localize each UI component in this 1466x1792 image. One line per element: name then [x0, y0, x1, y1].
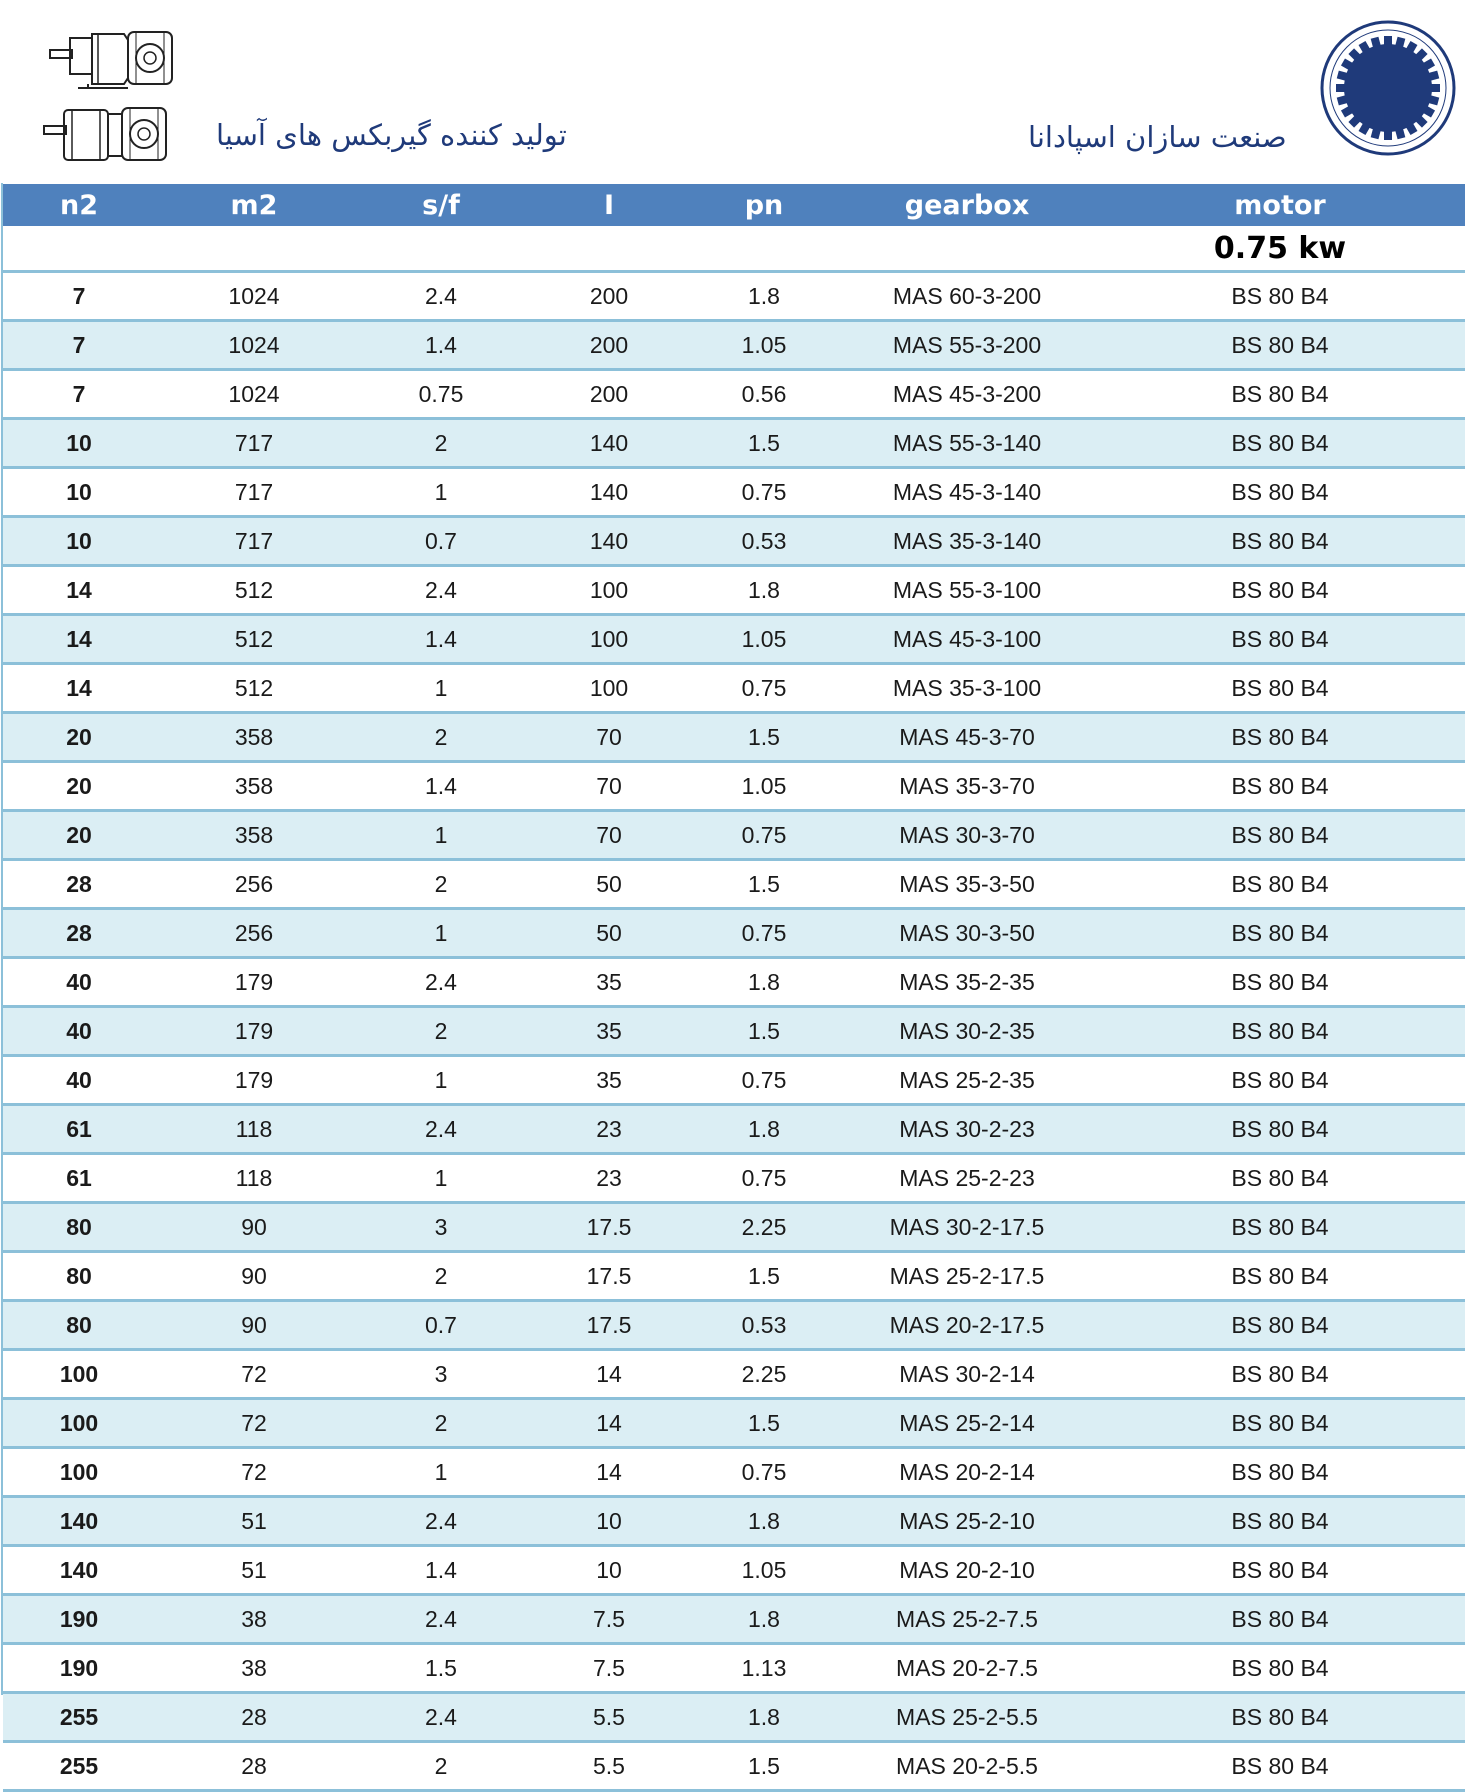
table-row [3, 566, 1465, 615]
cell-n2: 140 [3, 1546, 155, 1595]
cell-m2: 717 [155, 468, 353, 517]
cell-ratio: 14 [529, 1350, 689, 1399]
cell-service-factor: 0.75 [353, 370, 529, 419]
table-row [3, 1056, 1465, 1105]
cell-service-factor: 2.4 [353, 566, 529, 615]
cell-motor: BS 80 B4 [1095, 566, 1465, 615]
table-row [3, 1252, 1465, 1301]
cell-gearbox: MAS 25-2-23 [839, 1154, 1095, 1203]
cell-gearbox: MAS 20-2-17.5 [839, 1301, 1095, 1350]
cell-pn: 0.75 [689, 664, 839, 713]
cell-gearbox: MAS 30-2-23 [839, 1105, 1095, 1154]
cell-motor: BS 80 B4 [1095, 811, 1465, 860]
cell-service-factor: 0.7 [353, 1301, 529, 1350]
table-row [3, 958, 1465, 1007]
cell-ratio: 70 [529, 762, 689, 811]
cell-pn: 2.25 [689, 1203, 839, 1252]
cell-gearbox: MAS 25-2-5.5 [839, 1693, 1095, 1742]
cell-n2: 100 [3, 1350, 155, 1399]
cell-n2: 255 [3, 1693, 155, 1742]
cell-pn: 1.05 [689, 615, 839, 664]
cell-pn: 1.5 [689, 1742, 839, 1791]
cell-n2: 10 [3, 517, 155, 566]
cell-ratio: 5.5 [529, 1742, 689, 1791]
cell-pn: 1.8 [689, 1693, 839, 1742]
column-header-m2: m2 [155, 184, 353, 226]
cell-ratio: 23 [529, 1154, 689, 1203]
cell-n2: 14 [3, 566, 155, 615]
column-header-n2: n2 [3, 184, 155, 226]
cell-ratio: 7.5 [529, 1644, 689, 1693]
table-row [3, 1546, 1465, 1595]
cell-pn: 1.05 [689, 762, 839, 811]
cell-pn: 0.75 [689, 1056, 839, 1105]
cell-n2: 20 [3, 762, 155, 811]
cell-gearbox: MAS 45-3-200 [839, 370, 1095, 419]
cell-m2: 28 [155, 1693, 353, 1742]
cell-service-factor: 2 [353, 419, 529, 468]
cell-service-factor: 1.4 [353, 1546, 529, 1595]
cell-ratio: 200 [529, 370, 689, 419]
cell-m2: 717 [155, 517, 353, 566]
cell-ratio: 140 [529, 468, 689, 517]
cell-gearbox: MAS 25-2-14 [839, 1399, 1095, 1448]
cell-motor: BS 80 B4 [1095, 909, 1465, 958]
cell-m2: 51 [155, 1546, 353, 1595]
cell-m2: 1024 [155, 272, 353, 321]
cell-ratio: 140 [529, 517, 689, 566]
cell-motor: BS 80 B4 [1095, 1644, 1465, 1693]
cell-n2: 80 [3, 1252, 155, 1301]
table-row [3, 1007, 1465, 1056]
cell-m2: 72 [155, 1448, 353, 1497]
cell-pn: 0.56 [689, 370, 839, 419]
cell-motor: BS 80 B4 [1095, 1546, 1465, 1595]
cell-motor: BS 80 B4 [1095, 1105, 1465, 1154]
cell-gearbox: MAS 30-3-70 [839, 811, 1095, 860]
column-header-gearbox: gearbox [839, 184, 1095, 226]
cell-service-factor: 2.4 [353, 1693, 529, 1742]
cell-gearbox: MAS 30-2-17.5 [839, 1203, 1095, 1252]
cell-motor: BS 80 B4 [1095, 517, 1465, 566]
cell-service-factor: 1.4 [353, 321, 529, 370]
table-row [3, 321, 1465, 370]
cell-motor: BS 80 B4 [1095, 272, 1465, 321]
column-header-service-factor: s/f [353, 184, 529, 226]
cell-m2: 51 [155, 1497, 353, 1546]
cell-ratio: 140 [529, 419, 689, 468]
motor-power-label: 0.75 kw [1095, 226, 1465, 272]
cell-m2: 90 [155, 1203, 353, 1252]
table-row [3, 713, 1465, 762]
cell-m2: 90 [155, 1301, 353, 1350]
cell-service-factor: 2 [353, 860, 529, 909]
cell-pn: 1.8 [689, 1105, 839, 1154]
cell-pn: 1.8 [689, 1497, 839, 1546]
cell-m2: 72 [155, 1399, 353, 1448]
cell-motor: BS 80 B4 [1095, 1252, 1465, 1301]
cell-gearbox: MAS 20-2-14 [839, 1448, 1095, 1497]
cell-ratio: 50 [529, 909, 689, 958]
cell-pn: 0.75 [689, 811, 839, 860]
table-row [3, 419, 1465, 468]
cell-gearbox: MAS 20-2-5.5 [839, 1742, 1095, 1791]
cell-n2: 20 [3, 811, 155, 860]
cell-gearbox: MAS 30-2-14 [839, 1350, 1095, 1399]
cell-ratio: 50 [529, 860, 689, 909]
cell-gearbox: MAS 20-2-7.5 [839, 1644, 1095, 1693]
table-row [3, 762, 1465, 811]
table-row [3, 1154, 1465, 1203]
cell-service-factor: 1 [353, 468, 529, 517]
cell-n2: 190 [3, 1644, 155, 1693]
table-row [3, 1644, 1465, 1693]
cell-n2: 7 [3, 370, 155, 419]
cell-n2: 190 [3, 1595, 155, 1644]
cell-ratio: 35 [529, 958, 689, 1007]
cell-service-factor: 1.4 [353, 615, 529, 664]
cell-m2: 118 [155, 1105, 353, 1154]
cell-gearbox: MAS 35-3-100 [839, 664, 1095, 713]
table-header-row [3, 184, 1465, 226]
cell-pn: 0.75 [689, 909, 839, 958]
cell-motor: BS 80 B4 [1095, 1399, 1465, 1448]
cell-m2: 358 [155, 762, 353, 811]
cell-ratio: 17.5 [529, 1301, 689, 1350]
cell-motor: BS 80 B4 [1095, 370, 1465, 419]
table-row [3, 1693, 1465, 1742]
table-row [3, 1497, 1465, 1546]
cell-n2: 10 [3, 419, 155, 468]
cell-ratio: 14 [529, 1399, 689, 1448]
table-row [3, 1595, 1465, 1644]
cell-pn: 1.8 [689, 566, 839, 615]
cell-m2: 512 [155, 664, 353, 713]
cell-gearbox: MAS 35-2-35 [839, 958, 1095, 1007]
cell-n2: 7 [3, 321, 155, 370]
cell-service-factor: 1.4 [353, 762, 529, 811]
cell-pn: 0.53 [689, 517, 839, 566]
cell-n2: 28 [3, 860, 155, 909]
company-logo-icon [1318, 16, 1458, 160]
cell-ratio: 70 [529, 811, 689, 860]
cell-gearbox: MAS 20-2-10 [839, 1546, 1095, 1595]
cell-service-factor: 2.4 [353, 958, 529, 1007]
table-row [3, 664, 1465, 713]
cell-n2: 14 [3, 615, 155, 664]
cell-gearbox: MAS 60-3-200 [839, 272, 1095, 321]
cell-ratio: 35 [529, 1056, 689, 1105]
cell-motor: BS 80 B4 [1095, 1301, 1465, 1350]
cell-ratio: 100 [529, 664, 689, 713]
cell-pn: 1.8 [689, 272, 839, 321]
cell-m2: 717 [155, 419, 353, 468]
cell-m2: 28 [155, 1742, 353, 1791]
table-row [3, 1448, 1465, 1497]
cell-n2: 20 [3, 713, 155, 762]
power-rating-row [3, 226, 1465, 272]
cell-m2: 1024 [155, 370, 353, 419]
cell-motor: BS 80 B4 [1095, 468, 1465, 517]
cell-service-factor: 2 [353, 1399, 529, 1448]
company-name: صنعت سازان اسپادانا [1028, 120, 1287, 154]
cell-pn: 1.05 [689, 1546, 839, 1595]
cell-n2: 10 [3, 468, 155, 517]
table-row [3, 468, 1465, 517]
cell-service-factor: 2.4 [353, 1595, 529, 1644]
cell-pn: 1.5 [689, 1252, 839, 1301]
cell-motor: BS 80 B4 [1095, 958, 1465, 1007]
cell-pn: 0.75 [689, 468, 839, 517]
cell-service-factor: 1 [353, 1448, 529, 1497]
gearbox-selection-table [3, 184, 1465, 1792]
cell-m2: 512 [155, 566, 353, 615]
cell-gearbox: MAS 35-3-50 [839, 860, 1095, 909]
cell-pn: 1.05 [689, 321, 839, 370]
cell-pn: 1.5 [689, 860, 839, 909]
cell-ratio: 70 [529, 713, 689, 762]
cell-service-factor: 1 [353, 811, 529, 860]
cell-motor: BS 80 B4 [1095, 1742, 1465, 1791]
cell-gearbox: MAS 55-3-200 [839, 321, 1095, 370]
cell-motor: BS 80 B4 [1095, 1154, 1465, 1203]
cell-pn: 1.5 [689, 419, 839, 468]
cell-m2: 358 [155, 811, 353, 860]
table-row [3, 909, 1465, 958]
cell-n2: 40 [3, 958, 155, 1007]
cell-pn: 1.5 [689, 713, 839, 762]
cell-pn: 2.25 [689, 1350, 839, 1399]
cell-gearbox: MAS 25-2-10 [839, 1497, 1095, 1546]
cell-pn: 1.5 [689, 1007, 839, 1056]
cell-service-factor: 2 [353, 1252, 529, 1301]
cell-motor: BS 80 B4 [1095, 1056, 1465, 1105]
cell-pn: 0.75 [689, 1448, 839, 1497]
cell-n2: 80 [3, 1203, 155, 1252]
cell-n2: 28 [3, 909, 155, 958]
company-tagline: تولید کننده گیربکس های آسیا [216, 118, 567, 152]
cell-m2: 179 [155, 1056, 353, 1105]
cell-pn: 1.8 [689, 958, 839, 1007]
cell-pn: 1.5 [689, 1399, 839, 1448]
cell-motor: BS 80 B4 [1095, 664, 1465, 713]
cell-service-factor: 1 [353, 1154, 529, 1203]
cell-m2: 38 [155, 1644, 353, 1693]
cell-n2: 61 [3, 1105, 155, 1154]
cell-service-factor: 0.7 [353, 517, 529, 566]
cell-gearbox: MAS 35-3-70 [839, 762, 1095, 811]
table-row [3, 272, 1465, 321]
cell-motor: BS 80 B4 [1095, 1497, 1465, 1546]
cell-n2: 255 [3, 1742, 155, 1791]
cell-n2: 14 [3, 664, 155, 713]
cell-service-factor: 3 [353, 1203, 529, 1252]
cell-m2: 256 [155, 860, 353, 909]
cell-ratio: 23 [529, 1105, 689, 1154]
cell-service-factor: 2 [353, 713, 529, 762]
cell-motor: BS 80 B4 [1095, 860, 1465, 909]
table-row [3, 370, 1465, 419]
cell-gearbox: MAS 25-2-7.5 [839, 1595, 1095, 1644]
page-header [0, 0, 1466, 182]
column-header-ratio: I [529, 184, 689, 226]
cell-ratio: 200 [529, 321, 689, 370]
cell-m2: 38 [155, 1595, 353, 1644]
cell-n2: 40 [3, 1056, 155, 1105]
cell-motor: BS 80 B4 [1095, 615, 1465, 664]
cell-m2: 256 [155, 909, 353, 958]
cell-n2: 7 [3, 272, 155, 321]
cell-pn: 1.13 [689, 1644, 839, 1693]
gearmotor-illustration-icon [42, 104, 172, 166]
cell-service-factor: 2 [353, 1007, 529, 1056]
cell-motor: BS 80 B4 [1095, 1350, 1465, 1399]
cell-gearbox: MAS 55-3-140 [839, 419, 1095, 468]
cell-m2: 90 [155, 1252, 353, 1301]
cell-gearbox: MAS 45-3-70 [839, 713, 1095, 762]
cell-ratio: 100 [529, 615, 689, 664]
table-row [3, 811, 1465, 860]
cell-ratio: 7.5 [529, 1595, 689, 1644]
cell-motor: BS 80 B4 [1095, 713, 1465, 762]
cell-m2: 179 [155, 1007, 353, 1056]
cell-n2: 40 [3, 1007, 155, 1056]
cell-n2: 100 [3, 1448, 155, 1497]
table-row [3, 615, 1465, 664]
cell-service-factor: 2.4 [353, 1497, 529, 1546]
cell-service-factor: 1 [353, 1056, 529, 1105]
table-row [3, 1203, 1465, 1252]
cell-motor: BS 80 B4 [1095, 419, 1465, 468]
cell-motor: BS 80 B4 [1095, 1448, 1465, 1497]
cell-m2: 512 [155, 615, 353, 664]
cell-m2: 358 [155, 713, 353, 762]
cell-motor: BS 80 B4 [1095, 1203, 1465, 1252]
cell-motor: BS 80 B4 [1095, 1693, 1465, 1742]
cell-m2: 179 [155, 958, 353, 1007]
cell-gearbox: MAS 25-2-17.5 [839, 1252, 1095, 1301]
cell-n2: 100 [3, 1399, 155, 1448]
cell-service-factor: 1.5 [353, 1644, 529, 1693]
cell-n2: 80 [3, 1301, 155, 1350]
column-header-motor: motor [1095, 184, 1465, 226]
table-row [3, 1105, 1465, 1154]
table-row [3, 1350, 1465, 1399]
cell-service-factor: 2.4 [353, 272, 529, 321]
cell-ratio: 17.5 [529, 1252, 689, 1301]
column-header-pn: pn [689, 184, 839, 226]
cell-ratio: 14 [529, 1448, 689, 1497]
cell-ratio: 17.5 [529, 1203, 689, 1252]
cell-ratio: 10 [529, 1497, 689, 1546]
cell-ratio: 5.5 [529, 1693, 689, 1742]
cell-motor: BS 80 B4 [1095, 1007, 1465, 1056]
cell-ratio: 200 [529, 272, 689, 321]
cell-gearbox: MAS 35-3-140 [839, 517, 1095, 566]
cell-motor: BS 80 B4 [1095, 321, 1465, 370]
table-row [3, 860, 1465, 909]
cell-pn: 0.53 [689, 1301, 839, 1350]
cell-pn: 1.8 [689, 1595, 839, 1644]
cell-service-factor: 2 [353, 1742, 529, 1791]
cell-n2: 61 [3, 1154, 155, 1203]
cell-gearbox: MAS 45-3-140 [839, 468, 1095, 517]
cell-service-factor: 3 [353, 1350, 529, 1399]
cell-motor: BS 80 B4 [1095, 762, 1465, 811]
table-row [3, 517, 1465, 566]
cell-gearbox: MAS 30-2-35 [839, 1007, 1095, 1056]
cell-service-factor: 1 [353, 664, 529, 713]
cell-gearbox: MAS 45-3-100 [839, 615, 1095, 664]
cell-motor: BS 80 B4 [1095, 1595, 1465, 1644]
cell-pn: 0.75 [689, 1154, 839, 1203]
cell-ratio: 10 [529, 1546, 689, 1595]
cell-ratio: 100 [529, 566, 689, 615]
cell-gearbox: MAS 25-2-35 [839, 1056, 1095, 1105]
table-row [3, 1399, 1465, 1448]
gearmotor-illustration-icon [48, 28, 178, 90]
cell-m2: 118 [155, 1154, 353, 1203]
cell-ratio: 35 [529, 1007, 689, 1056]
cell-m2: 1024 [155, 321, 353, 370]
cell-service-factor: 2.4 [353, 1105, 529, 1154]
table-row [3, 1301, 1465, 1350]
cell-gearbox: MAS 55-3-100 [839, 566, 1095, 615]
cell-gearbox: MAS 30-3-50 [839, 909, 1095, 958]
cell-m2: 72 [155, 1350, 353, 1399]
cell-n2: 140 [3, 1497, 155, 1546]
table-row [3, 1742, 1465, 1791]
cell-service-factor: 1 [353, 909, 529, 958]
